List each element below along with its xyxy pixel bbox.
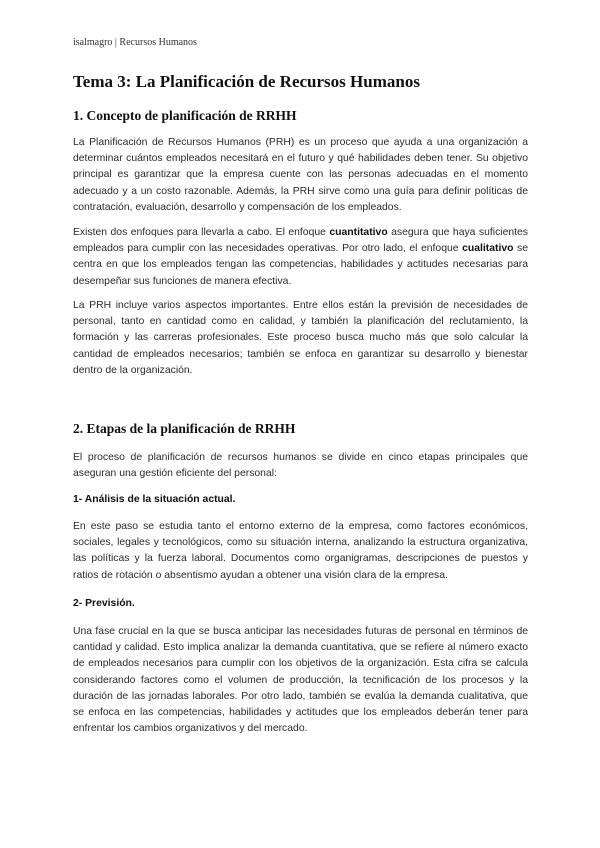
section-1-paragraph-3: La PRH incluye varios aspectos importantes. Entre ellos están la previsión de necesidades de personal, tanto en cantidad como en calidad, y también la planificación del reclutamiento, la formación y las carreras profesionales. Este proceso busca mucho más que solo calcular la cantidad de empleados necesarios; también se enfoca en garantizar su desarrollo y bienestar dentro de la organización. — [73, 300, 528, 376]
section-2-heading: 2. Etapas de la planificación de RRHH — [73, 421, 296, 436]
page-header: isalmagro | Recursos Humanos — [73, 37, 197, 48]
paragraph-text: asegura que haya suficientes empleados para cumplir con las necesidades operativas. Por otro lado, el enfoque — [73, 227, 528, 255]
section-2-intro: El proceso de planificación de recursos humanos se divide en cinco etapas principales que aseguran una gestión eficiente del personal: — [73, 452, 528, 480]
section-1-paragraph-2 — [73, 225, 528, 290]
paragraph-text: se centra en que los empleados tengan las competencias, habilidades y actitudes necesarias para desempeñar sus funciones de manera efectiva. — [73, 243, 528, 287]
paragraph-text: Existen dos enfoques para llevarla a cabo. El enfoque — [73, 227, 330, 238]
section-1-paragraph-1: La Planificación de Recursos Humanos (PRH) es un proceso que ayuda a una organización a determinar cuántos empleados necesitará en el futuro y qué habilidades deben tener. Su objetivo principal es garantizar que la empresa cuente con las personas adecuadas en el momento adecuado y a un costo razonable. Además, la PRH sirve como una guía para definir políticas de contratación, evaluación, desarrollo y compensación de los empleados. — [73, 137, 528, 213]
step-2-title: 2- Previsión. — [73, 598, 135, 609]
step-1-text: En este paso se estudia tanto el entorno externo de la empresa, como factores económicos, sociales, legales y tecnológicos, como su situación interna, analizando la estructura organizativa, las políticas y la fuerza laboral. Documentos como organigramas, descripciones de puestos y ratios de rotación o absentismo ayudan a obtener una visión clara de la empresa. — [73, 521, 528, 581]
bold-term-cualitativo: cualitativo — [462, 243, 514, 255]
step-1-title: 1- Análisis de la situación actual. — [73, 494, 236, 505]
page-title: Tema 3: La Planificación de Recursos Humanos — [73, 72, 420, 91]
bold-term-cuantitativo: cuantitativo — [329, 227, 388, 238]
section-1-heading: 1. Concepto de planificación de RRHH — [73, 108, 297, 123]
step-2-text: Una fase crucial en la que se busca anticipar las necesidades futuras de personal en términos de cantidad y calidad. Esto implica analizar la demanda cuantitativa, que se refiere al número exacto de empleados necesarios para cumplir con los objetivos de la organización. Esta cifra se calcula considerando factores como el volumen de producción, la tecnificación de los procesos y la duración de las jornadas laborales. Por otro lado, también se evalúa la demanda cualitativa, que se enfoca en las competencias, habilidades y actitudes que los empleados deberán tener para enfrentar los cambios organizativos y del mercado. — [73, 626, 528, 735]
